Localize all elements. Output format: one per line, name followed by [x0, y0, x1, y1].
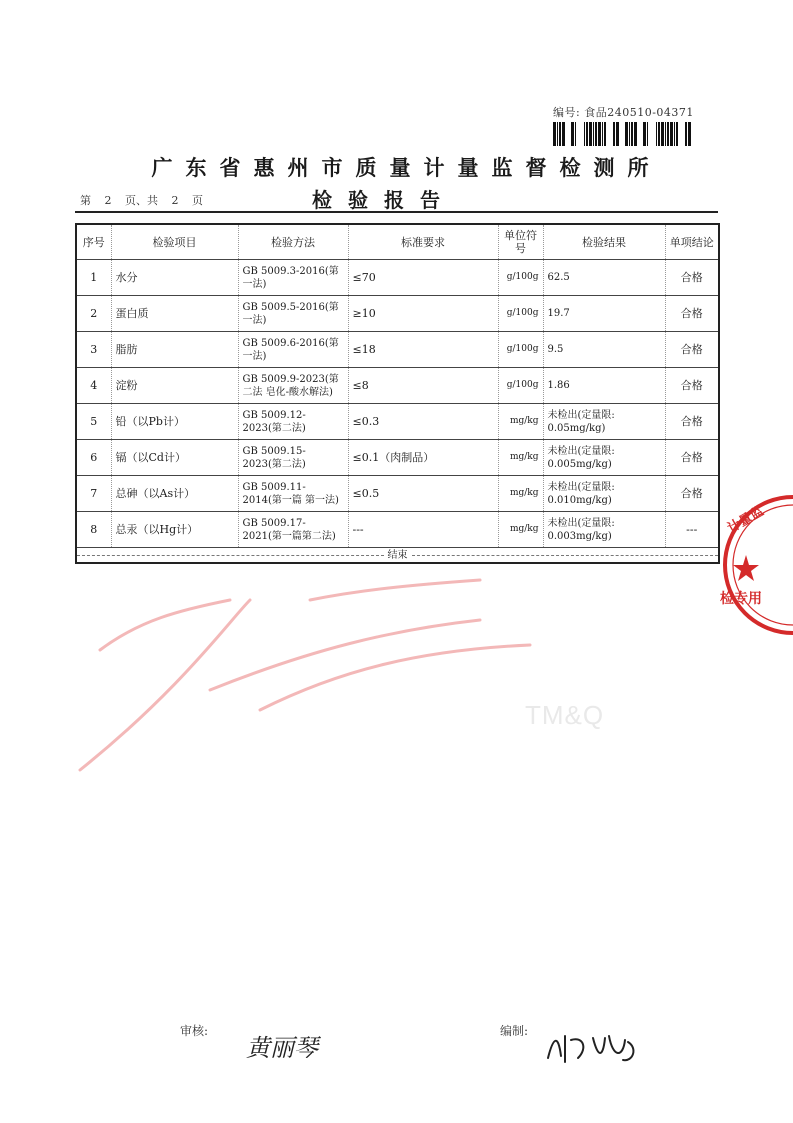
- table-row: [76, 512, 719, 548]
- row-method: GB 5009.17-2021(第一篇第二法): [238, 512, 348, 548]
- row-conclusion: ---: [665, 512, 719, 548]
- table-header-row: [76, 224, 719, 260]
- header-requirement: 标准要求: [348, 224, 498, 260]
- table-row: [76, 404, 719, 440]
- table-row: [76, 260, 719, 296]
- row-requirement: ≤0.3: [348, 404, 498, 440]
- row-unit: g/100g: [498, 368, 543, 404]
- row-unit: g/100g: [498, 332, 543, 368]
- row-unit: mg/kg: [498, 512, 543, 548]
- row-requirement: ≤70: [348, 260, 498, 296]
- row-method: GB 5009.15-2023(第二法): [238, 440, 348, 476]
- row-conclusion: 合格: [665, 368, 719, 404]
- row-method: GB 5009.3-2016(第一法): [238, 260, 348, 296]
- organization-title: 广东省惠州市质量计量监督检测所: [151, 155, 662, 180]
- report-title: 检验报告: [312, 188, 456, 212]
- row-result: 未检出(定量限: 0.05mg/kg): [543, 404, 665, 440]
- row-requirement: ≤18: [348, 332, 498, 368]
- barcode: [553, 122, 697, 146]
- row-item: 淀粉: [111, 368, 238, 404]
- row-unit: mg/kg: [498, 476, 543, 512]
- row-seq: 6: [76, 440, 111, 476]
- table-row: [76, 332, 719, 368]
- row-result: 9.5: [543, 332, 665, 368]
- handwritten-signature-mark: [60, 560, 620, 780]
- row-item: 镉（以Cd计）: [111, 440, 238, 476]
- row-method: GB 5009.6-2016(第一法): [238, 332, 348, 368]
- header-seq: 序号: [76, 224, 111, 260]
- row-item: 总汞（以Hg计）: [111, 512, 238, 548]
- header-method: 检验方法: [238, 224, 348, 260]
- row-conclusion: 合格: [665, 440, 719, 476]
- row-unit: g/100g: [498, 260, 543, 296]
- row-conclusion: 合格: [665, 332, 719, 368]
- row-method: GB 5009.12-2023(第二法): [238, 404, 348, 440]
- report-number: 编号: 食品240510-04371: [553, 106, 694, 119]
- page-indicator: [80, 192, 213, 208]
- row-requirement: ≥10: [348, 296, 498, 332]
- page-current: 2: [104, 194, 112, 207]
- row-method: GB 5009.11-2014(第一篇 第一法): [238, 476, 348, 512]
- row-item: 总砷（以As计）: [111, 476, 238, 512]
- row-seq: 3: [76, 332, 111, 368]
- row-method: GB 5009.9-2023(第二法 皂化-酸水解法): [238, 368, 348, 404]
- row-result: 19.7: [543, 296, 665, 332]
- header-unit: 单位符号: [498, 224, 543, 260]
- row-result: 未检出(定量限: 0.005mg/kg): [543, 440, 665, 476]
- row-unit: mg/kg: [498, 440, 543, 476]
- svg-text:计量监: 计量监: [725, 503, 767, 537]
- row-seq: 1: [76, 260, 111, 296]
- page-mid: 页、共: [125, 194, 158, 207]
- row-seq: 7: [76, 476, 111, 512]
- row-result: 1.86: [543, 368, 665, 404]
- row-item: 铅（以Pb计）: [111, 404, 238, 440]
- row-seq: 5: [76, 404, 111, 440]
- table-row: [76, 440, 719, 476]
- header-result: 检验结果: [543, 224, 665, 260]
- table-row: [76, 296, 719, 332]
- table-row: [76, 368, 719, 404]
- row-result: 未检出(定量限: 0.010mg/kg): [543, 476, 665, 512]
- row-seq: 2: [76, 296, 111, 332]
- reviewer-signature: 黄丽琴: [246, 1034, 318, 1062]
- page-total: 2: [171, 194, 179, 207]
- reviewer-label: 审核:: [180, 1024, 209, 1038]
- logo-watermark: TM&Q: [525, 700, 605, 730]
- title-divider: [75, 211, 718, 213]
- header-item: 检验项目: [111, 224, 238, 260]
- row-unit: mg/kg: [498, 404, 543, 440]
- row-requirement: ≤8: [348, 368, 498, 404]
- row-seq: 8: [76, 512, 111, 548]
- row-requirement: ---: [348, 512, 498, 548]
- header-conclusion: 单项结论: [665, 224, 719, 260]
- row-result: 未检出(定量限: 0.003mg/kg): [543, 512, 665, 548]
- row-unit: g/100g: [498, 296, 543, 332]
- table-row: [76, 476, 719, 512]
- row-item: 蛋白质: [111, 296, 238, 332]
- page-suffix: 页: [192, 194, 203, 207]
- end-text: 结束: [387, 549, 408, 561]
- svg-text:检专用: 检专用: [720, 591, 762, 607]
- row-item: 脂肪: [111, 332, 238, 368]
- page-prefix: 第: [80, 194, 91, 207]
- row-method: GB 5009.5-2016(第一法): [238, 296, 348, 332]
- row-requirement: ≤0.5: [348, 476, 498, 512]
- row-conclusion: 合格: [665, 260, 719, 296]
- row-conclusion: 合格: [665, 404, 719, 440]
- row-result: 62.5: [543, 260, 665, 296]
- compiler-signature: [543, 1028, 643, 1068]
- row-item: 水分: [111, 260, 238, 296]
- row-conclusion: 合格: [665, 296, 719, 332]
- official-seal-stamp: [718, 493, 793, 638]
- compiler-label: 编制:: [500, 1024, 529, 1038]
- row-seq: 4: [76, 368, 111, 404]
- row-requirement: ≤0.1（肉制品）: [348, 440, 498, 476]
- results-table: [75, 223, 720, 564]
- row-conclusion: 合格: [665, 476, 719, 512]
